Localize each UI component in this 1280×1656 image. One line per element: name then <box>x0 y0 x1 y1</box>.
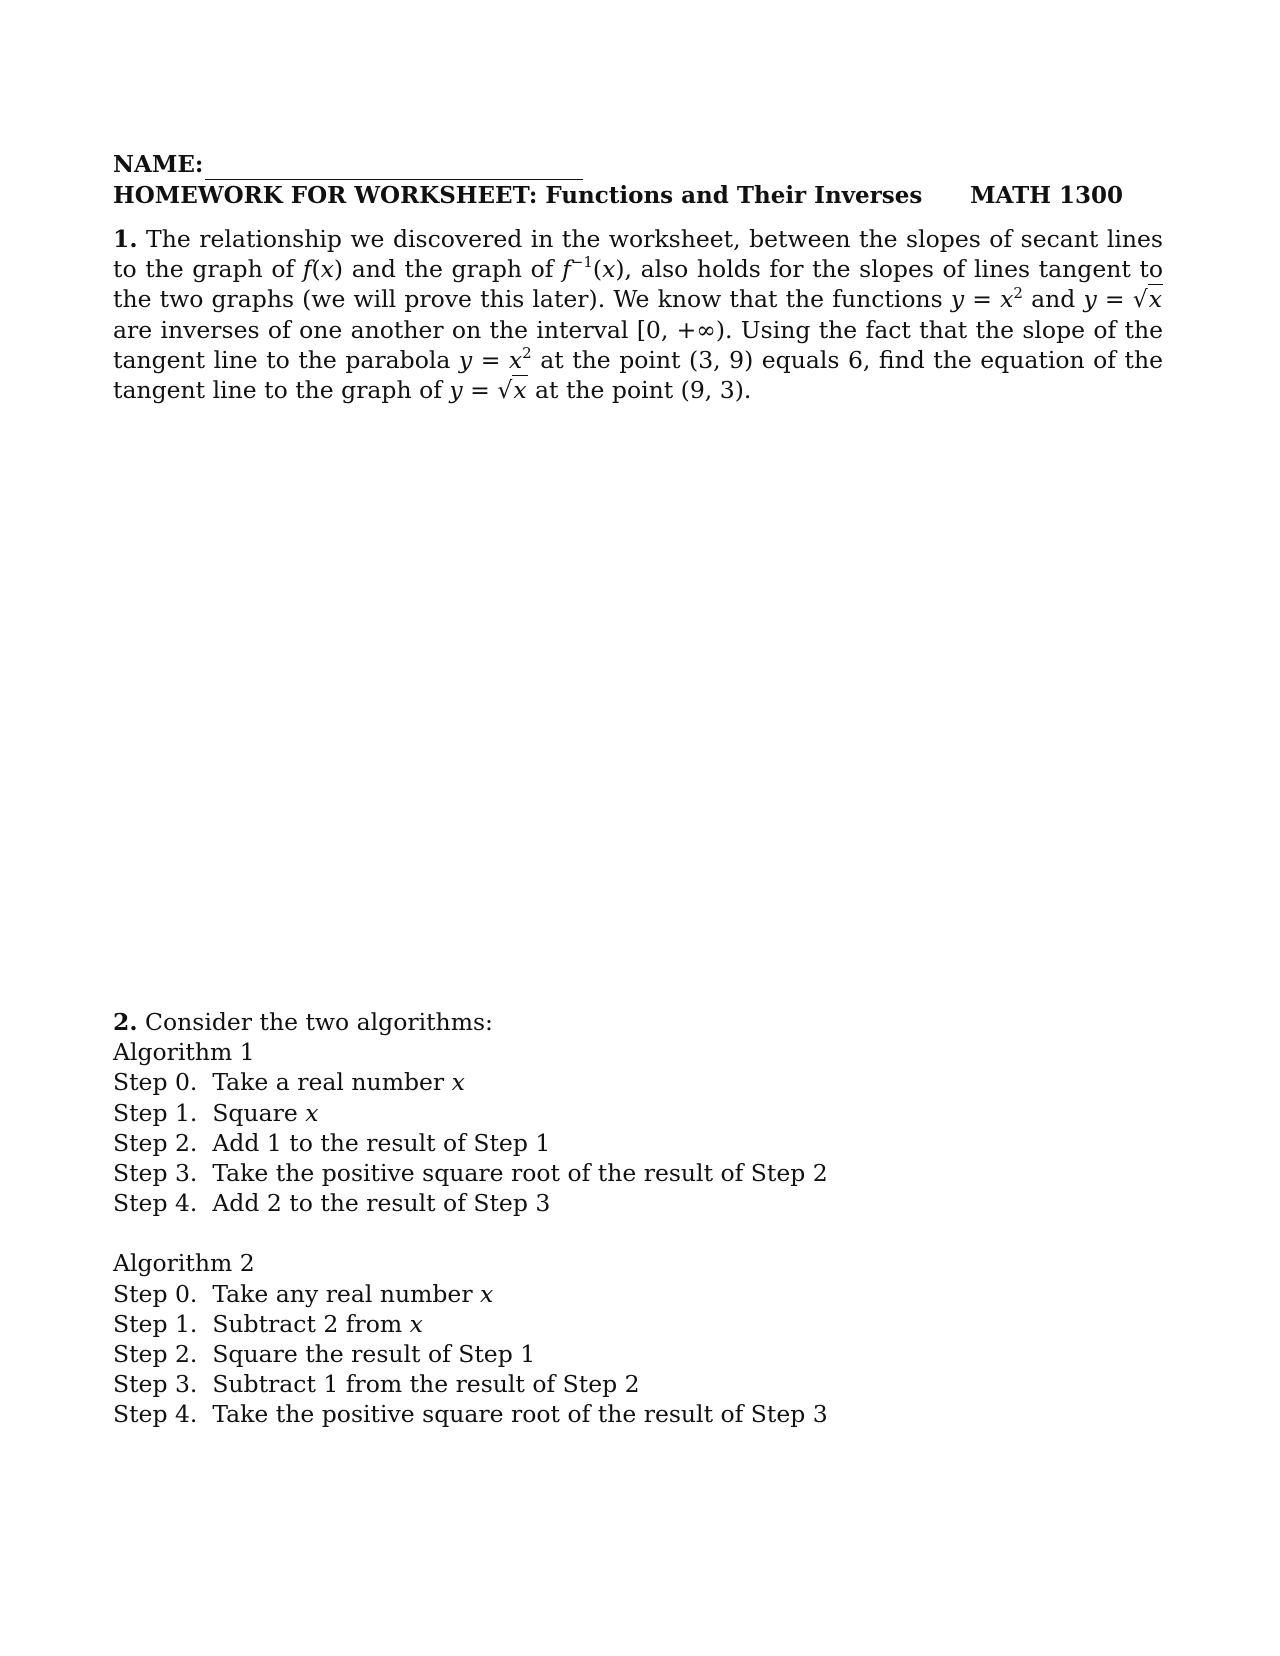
algorithm-1-title: Algorithm 1 <box>113 1038 255 1067</box>
question-2-intro: 2. Consider the two algorithms: <box>113 1008 493 1036</box>
math-f-of-x: f <box>302 255 312 284</box>
math-sqrt-x-2: √x <box>497 376 527 405</box>
course-code: MATH 1300 <box>970 182 1123 209</box>
name-blank-line <box>205 153 583 180</box>
question-1: 1. The relationship we discovered in the worksheet, between the slopes of secant lines to the graph of f(x) and the graph of $f^{-1}(x)$, also holds for the slopes of lines tangent to the two graphs (we will prove this later). We know that the functions $y = x^2$ and y = √x are inverses of one another on the interval [0, +∞). Using the fact that the slope of the tangent line to the parabola $y = x^2$ at the point (3, 9) equals 6, find the equation of the tangent line to the graph of y = √x at the point (9, 3). <box>113 225 1163 405</box>
q1-text-6: at the point (3, 9) equals 6, find the equation of the tangent line to the graph of <box>113 345 1163 405</box>
page-title: HOMEWORK FOR WORKSHEET: Functions and Their Inverses <box>113 182 923 209</box>
q1-text-7: at the point (9, 3). <box>527 376 752 405</box>
q1-text-1: The relationship we discovered in the worksheet, between the slopes of secant lines to the graph of <box>113 225 1163 284</box>
name-label: NAME: <box>113 151 204 178</box>
algorithm-1-step-3: Step 3. Take the positive square root of the result of Step 2 <box>113 1159 828 1188</box>
question-2-number: 2. <box>113 1008 138 1036</box>
worksheet-page <box>113 150 1163 405</box>
math-f-inverse: f <box>562 255 571 284</box>
name-row <box>113 150 1163 180</box>
algorithm-2-step-1: Step 1. Subtract 2 from x <box>113 1309 423 1338</box>
title-row <box>113 180 1123 212</box>
algorithm-2-step-0: Step 0. Take any real number x <box>113 1279 494 1308</box>
algorithm-2-step-2: Step 2. Square the result of Step 1 <box>113 1340 536 1369</box>
q1-text-3: , also holds for the slopes of lines tangent to the two graphs (we will prove this later). We know that the functions <box>113 255 1163 314</box>
q1-text-2: and the graph of <box>343 255 563 284</box>
math-sqrt-x: √x <box>1132 285 1162 314</box>
algorithm-1-step-0: Step 0. Take a real number x <box>113 1068 465 1097</box>
spacer <box>113 1218 828 1248</box>
algorithm-1-step-4: Step 4. Add 2 to the result of Step 3 <box>113 1189 551 1218</box>
q1-text-4: and <box>1022 285 1084 314</box>
algorithm-2-step-4: Step 4. Take the positive square root of the result of Step 3 <box>113 1400 828 1429</box>
question-1-number: 1. <box>113 225 138 253</box>
algorithm-2-title: Algorithm 2 <box>113 1249 255 1278</box>
algorithm-2-step-3: Step 3. Subtract 1 from the result of Step 2 <box>113 1370 640 1399</box>
algorithm-1-step-2: Step 2. Add 1 to the result of Step 1 <box>113 1128 551 1157</box>
q1-text-5: are inverses of one another on the interval [0, +∞). Using the fact that the slope of the tangent line to the parabola <box>113 315 1163 374</box>
question-2 <box>113 1007 828 1430</box>
algorithm-1-step-1: Step 1. Square x <box>113 1098 319 1127</box>
